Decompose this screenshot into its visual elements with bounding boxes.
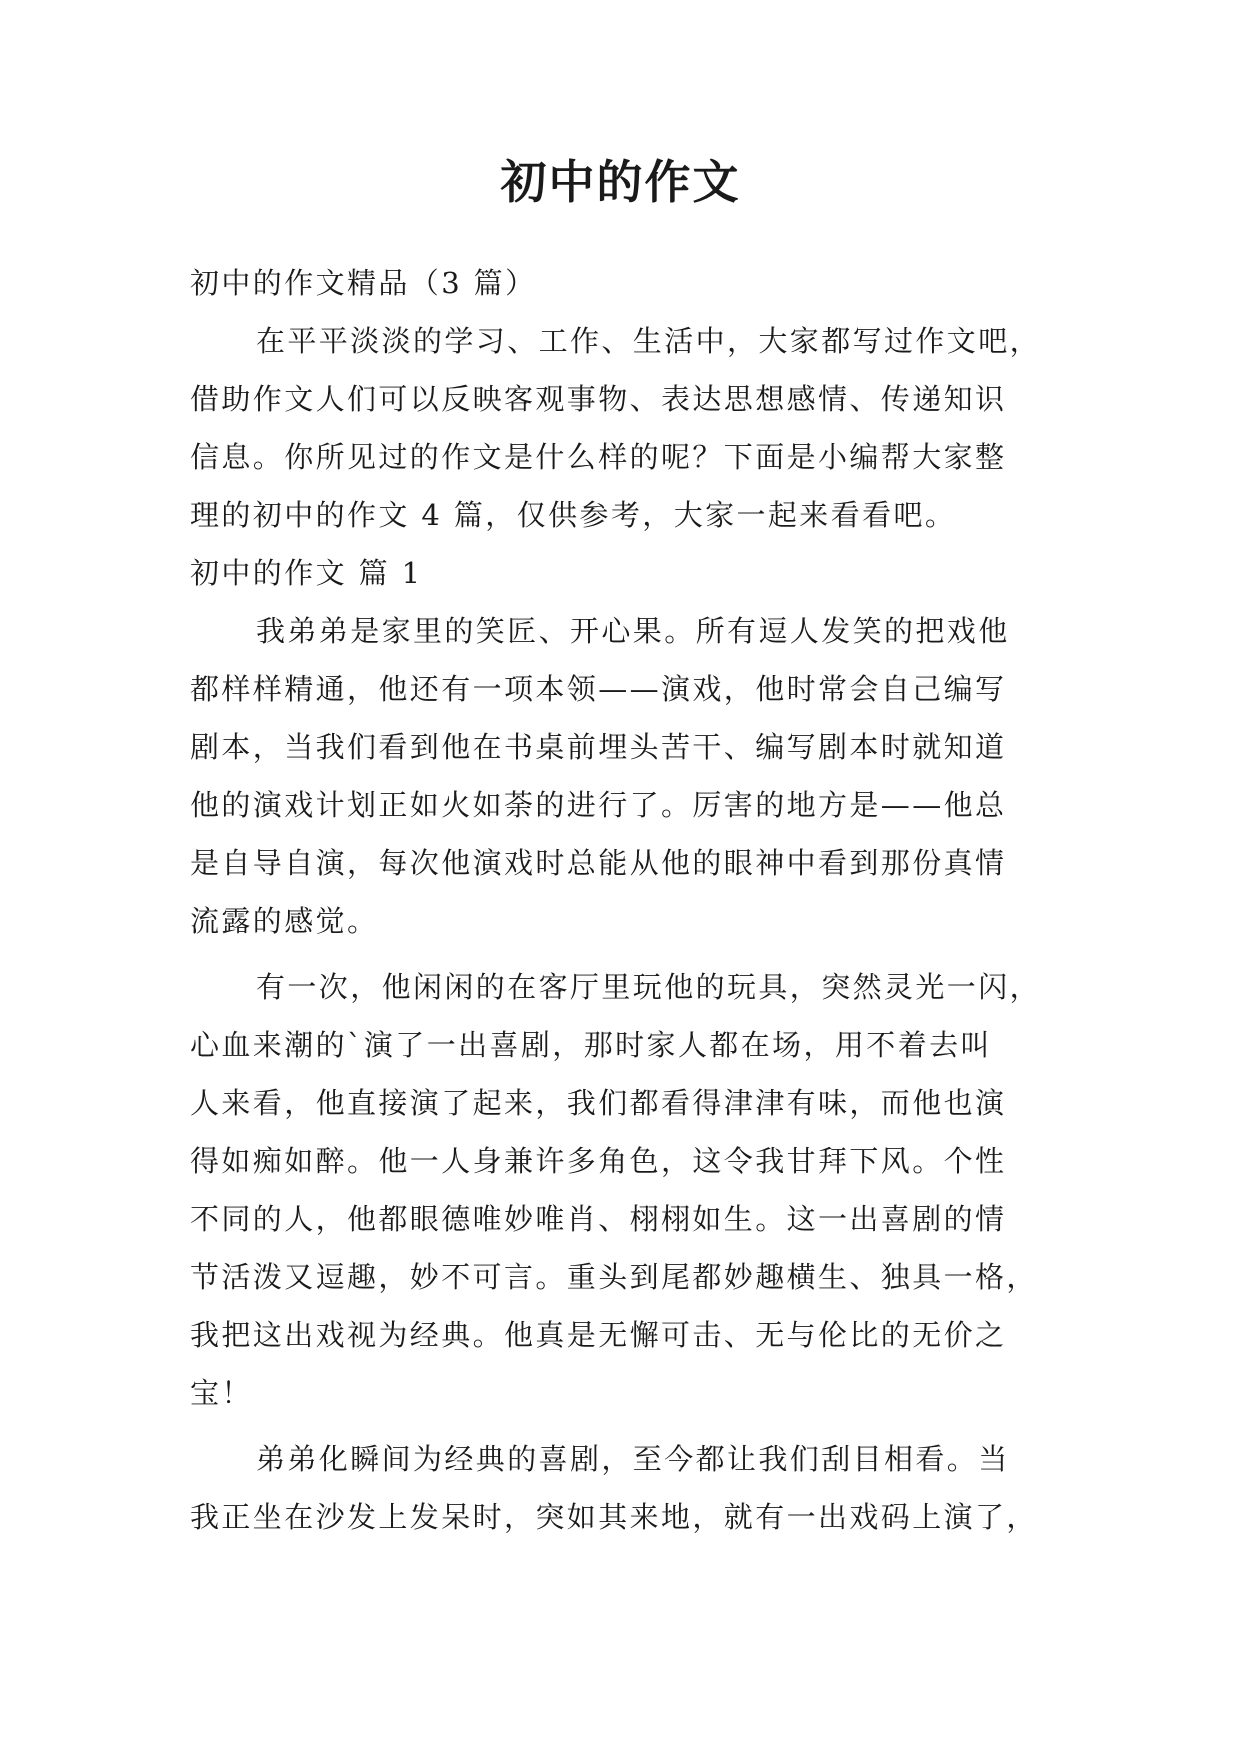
text-line: 我正坐在沙发上发呆时，突如其来地，就有一出戏码上演了， xyxy=(190,1500,1038,1534)
text-line: 借助作文人们可以反映客观事物、表达思想感情、传递知识 xyxy=(190,382,1007,416)
document-body xyxy=(190,254,1050,1546)
text-line: 不同的人，他都眼德唯妙唯肖、栩栩如生。这一出喜剧的情 xyxy=(190,1202,1007,1236)
text-line: 剧本，当我们看到他在书桌前埋头苦干、编写剧本时就知道 xyxy=(190,730,1007,764)
text-line: 我把这出戏视为经典。他真是无懈可击、无与伦比的无价之 xyxy=(190,1318,1007,1352)
text-line: 人来看，他直接演了起来，我们都看得津津有味，而他也演 xyxy=(190,1086,1007,1120)
text-line: 都样样精通，他还有一项本领——演戏，他时常会自己编写 xyxy=(190,672,1007,706)
document-subtitle: 初中的作文精品（3 篇） xyxy=(190,266,537,300)
text-line: 他的演戏计划正如火如荼的进行了。厉害的地方是——他总 xyxy=(190,788,1007,822)
text-line: 得如痴如醉。他一人身兼许多角色，这令我甘拜下风。个性 xyxy=(190,1144,1007,1178)
text-line: 弟弟化瞬间为经典的喜剧，至今都让我们刮目相看。当 xyxy=(256,1442,1010,1476)
intro-paragraph xyxy=(190,312,1050,544)
section-heading: 初中的作文 篇 1 xyxy=(190,556,423,590)
text-line: 在平平淡淡的学习、工作、生活中，大家都写过作文吧， xyxy=(256,324,1042,358)
text-line: 我弟弟是家里的笑匠、开心果。所有逗人发笑的把戏他 xyxy=(256,614,1010,648)
text-line: 是自导自演，每次他演戏时总能从他的眼神中看到那份真情 xyxy=(190,846,1007,880)
text-line: 流露的感觉。 xyxy=(190,904,379,938)
page-title: 初中的作文 xyxy=(500,155,741,209)
text-line: 节活泼又逗趣，妙不可言。重头到尾都妙趣横生、独具一格， xyxy=(190,1260,1038,1294)
text-line: 信息。你所见过的作文是什么样的呢？下面是小编帮大家整 xyxy=(190,440,1007,474)
paragraph-3 xyxy=(190,1430,1050,1546)
text-line: 心血来潮的`演了一出喜剧，那时家人都在场，用不着去叫 xyxy=(190,1028,992,1062)
text-line: 宝！ xyxy=(190,1376,253,1410)
paragraph-2 xyxy=(190,958,1050,1422)
text-line: 有一次，他闲闲的在客厅里玩他的玩具，突然灵光一闪， xyxy=(256,970,1042,1004)
paragraph-1 xyxy=(190,602,1050,950)
text-line: 理的初中的作文 4 篇，仅供参考，大家一起来看看吧。 xyxy=(190,498,957,532)
